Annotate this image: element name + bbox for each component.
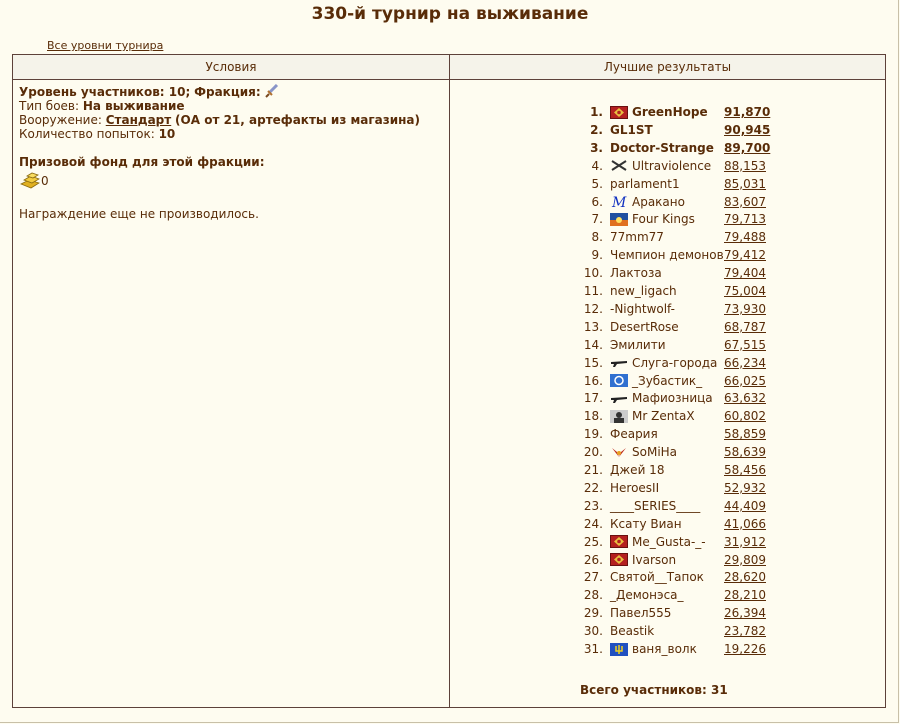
result-rank: 15. xyxy=(583,355,603,370)
result-row xyxy=(570,140,770,156)
result-score[interactable]: 91,870 xyxy=(724,105,771,119)
result-player[interactable] xyxy=(610,337,666,353)
result-row xyxy=(570,641,770,657)
result-player[interactable] xyxy=(610,498,700,514)
result-row xyxy=(570,444,770,460)
prize-fund-title: Призовой фонд для этой фракции: xyxy=(19,155,265,169)
clan-red-gold-icon xyxy=(610,106,629,119)
result-score[interactable]: 67,515 xyxy=(724,337,766,352)
result-score[interactable]: 41,066 xyxy=(724,516,766,531)
result-player-name: HeroesII xyxy=(610,480,660,495)
result-row xyxy=(570,211,770,227)
result-player[interactable] xyxy=(610,552,676,568)
result-player[interactable] xyxy=(610,408,695,424)
prize-value: 0 xyxy=(41,174,49,188)
result-rank: 8. xyxy=(591,230,603,245)
ukraine-trident-icon xyxy=(610,643,629,656)
result-score[interactable]: 31,912 xyxy=(724,534,766,549)
result-score[interactable]: 28,620 xyxy=(724,570,766,585)
result-rank: 11. xyxy=(583,284,603,298)
result-rank: 7. xyxy=(591,212,603,227)
level-label: Уровень участников: 10; xyxy=(19,85,191,99)
result-score[interactable]: 68,787 xyxy=(724,319,766,334)
result-score[interactable]: 29,809 xyxy=(724,552,766,567)
conditions-header: Условия xyxy=(13,55,450,80)
result-row xyxy=(570,516,770,532)
result-player[interactable] xyxy=(610,623,654,639)
result-score[interactable]: 44,409 xyxy=(724,498,766,513)
result-player[interactable] xyxy=(610,444,677,460)
clan-red-gold-icon xyxy=(610,535,629,548)
result-player[interactable] xyxy=(610,158,711,174)
result-player-name: GreenHope xyxy=(632,105,708,119)
armament-row xyxy=(19,113,439,127)
result-rank: 30. xyxy=(583,624,603,639)
result-rank: 17. xyxy=(583,391,603,406)
result-player[interactable] xyxy=(610,319,679,335)
result-rank: 22. xyxy=(583,480,603,495)
result-rank: 4. xyxy=(591,158,603,173)
result-rank: 23. xyxy=(583,498,603,513)
result-player-name: Мафиозница xyxy=(632,391,713,406)
result-player-name: Beastik xyxy=(610,624,655,639)
result-row xyxy=(570,319,770,335)
result-row xyxy=(570,122,770,138)
result-player[interactable] xyxy=(610,569,704,585)
result-score[interactable]: 28,210 xyxy=(724,588,766,603)
result-player-name: Ivarson xyxy=(632,552,677,567)
gun-icon xyxy=(610,392,629,405)
blue-m-icon xyxy=(610,195,629,208)
result-row xyxy=(570,194,770,210)
armament-label: Вооружение: xyxy=(19,113,102,127)
result-player[interactable] xyxy=(610,301,675,317)
result-score[interactable]: 79,412 xyxy=(724,248,766,263)
result-row xyxy=(570,605,770,621)
result-player-name: ____SERIES____ xyxy=(610,498,701,513)
result-player-name: Чемпион демонов xyxy=(610,248,724,263)
result-score[interactable]: 79,404 xyxy=(724,266,766,281)
result-player-name: _Зубастик_ xyxy=(632,373,703,388)
result-row xyxy=(570,158,770,174)
result-player-name: -Nightwolf- xyxy=(610,301,675,316)
result-score[interactable]: 88,153 xyxy=(724,158,766,173)
result-rank: 3. xyxy=(590,140,603,155)
result-score[interactable]: 58,456 xyxy=(724,463,766,477)
result-row xyxy=(570,480,770,496)
result-row xyxy=(570,552,770,568)
result-rank: 29. xyxy=(583,606,603,621)
conditions-panel xyxy=(19,84,439,221)
result-player[interactable] xyxy=(610,247,724,263)
result-rank: 25. xyxy=(583,534,603,549)
page-title: 330-й турнир на выживание xyxy=(311,4,589,24)
result-player[interactable] xyxy=(610,176,680,192)
portrait-icon xyxy=(610,410,629,423)
result-row xyxy=(570,283,770,299)
result-player[interactable] xyxy=(610,373,702,389)
level-row xyxy=(19,84,439,99)
result-player-name: parlament1 xyxy=(610,176,680,191)
sunset-icon xyxy=(610,213,629,226)
result-player[interactable] xyxy=(610,265,662,281)
result-player-name: Павел555 xyxy=(610,606,672,621)
result-score[interactable]: 75,004 xyxy=(724,284,766,298)
result-player-name: 77mm77 xyxy=(610,230,664,245)
result-rank: 19. xyxy=(583,427,603,442)
result-player[interactable] xyxy=(610,462,664,478)
result-player[interactable] xyxy=(610,211,695,227)
result-rank: 26. xyxy=(583,552,603,567)
battle-type-row xyxy=(19,99,439,113)
result-score[interactable]: 19,226 xyxy=(724,642,766,656)
result-player[interactable] xyxy=(610,194,685,210)
result-player-name: DesertRose xyxy=(610,319,679,334)
result-row xyxy=(570,587,770,603)
attempts-value: 10 xyxy=(158,127,176,141)
all-levels-link[interactable]: Все уровни турнира xyxy=(47,39,164,52)
result-row xyxy=(570,247,770,263)
battle-type-label: Тип боев: xyxy=(19,99,80,113)
result-score[interactable]: 66,234 xyxy=(724,355,766,370)
result-row xyxy=(570,355,770,371)
result-row xyxy=(570,176,770,192)
result-rank: 5. xyxy=(591,176,603,191)
faction-label: Фракция: xyxy=(194,85,261,99)
result-player-name: GL1ST xyxy=(610,122,653,137)
sword-icon xyxy=(264,85,279,99)
result-row xyxy=(570,534,770,550)
result-score[interactable]: 90,945 xyxy=(724,122,771,137)
result-player[interactable] xyxy=(610,534,706,550)
result-player[interactable] xyxy=(610,587,684,603)
result-rank: 6. xyxy=(591,194,603,209)
result-rank: 9. xyxy=(591,248,603,263)
result-rank: 31. xyxy=(583,642,603,656)
result-player[interactable] xyxy=(610,605,671,621)
result-player-name: Me_Gusta-_- xyxy=(632,534,706,549)
result-score[interactable]: 60,802 xyxy=(724,409,766,424)
result-rank: 24. xyxy=(583,516,603,531)
result-rank: 12. xyxy=(583,301,603,316)
result-row xyxy=(570,390,770,406)
result-score[interactable]: 85,031 xyxy=(724,176,766,191)
result-player-name: Ксату Виан xyxy=(610,516,682,531)
result-rank: 16. xyxy=(583,373,603,388)
result-player[interactable] xyxy=(610,283,677,299)
result-row xyxy=(570,498,770,514)
gun-icon xyxy=(610,356,629,369)
result-player[interactable] xyxy=(610,104,708,120)
result-player[interactable] xyxy=(610,229,664,245)
clan-red-gold-icon xyxy=(610,553,629,566)
result-player[interactable] xyxy=(610,122,653,138)
result-rank: 13. xyxy=(583,319,603,334)
result-row xyxy=(570,408,770,424)
blue-swirl-icon xyxy=(610,374,629,387)
result-rank: 2. xyxy=(590,122,603,137)
result-player-name: Феария xyxy=(610,427,658,442)
result-player-name: Doctor-Strange xyxy=(610,140,714,155)
battle-type-value: На выживание xyxy=(82,99,185,113)
result-player[interactable] xyxy=(610,480,659,496)
result-rank: 28. xyxy=(583,588,603,603)
result-score[interactable]: 79,713 xyxy=(724,212,766,227)
results-header: Лучшие результаты xyxy=(450,55,885,80)
result-player[interactable] xyxy=(610,516,682,532)
result-player-name: new_ligach xyxy=(610,284,677,298)
result-player-name: Эмилити xyxy=(610,337,666,352)
result-score[interactable]: 58,639 xyxy=(724,445,766,460)
result-score[interactable]: 89,700 xyxy=(724,140,771,155)
result-row xyxy=(570,426,770,442)
result-rank: 20. xyxy=(583,445,603,460)
result-rank: 10. xyxy=(583,266,603,281)
result-player-name: Аракано xyxy=(632,194,685,209)
wings-icon xyxy=(610,446,629,459)
gold-icon xyxy=(19,172,41,193)
result-player-name: Mr ZentaX xyxy=(632,409,695,424)
result-row xyxy=(570,229,770,245)
result-rank: 21. xyxy=(583,463,603,477)
result-score[interactable]: 63,632 xyxy=(724,391,766,406)
prize-fund xyxy=(19,172,439,190)
result-player[interactable] xyxy=(610,140,714,156)
result-score[interactable]: 23,782 xyxy=(724,624,766,639)
result-row xyxy=(570,462,770,478)
result-score[interactable]: 52,932 xyxy=(724,480,766,495)
result-player-name: _Демонэса_ xyxy=(610,588,684,603)
result-row xyxy=(570,373,770,389)
result-rank: 18. xyxy=(583,409,603,424)
result-player[interactable] xyxy=(610,390,713,406)
total-participants: Всего участников: 31 xyxy=(580,683,728,697)
result-score[interactable]: 83,607 xyxy=(724,194,766,209)
result-player[interactable] xyxy=(610,641,697,657)
result-player-name: Four Kings xyxy=(632,212,695,227)
result-player-name: ваня_волк xyxy=(632,642,697,656)
result-score[interactable]: 66,025 xyxy=(724,373,766,388)
result-score[interactable]: 79,488 xyxy=(724,230,766,245)
result-player-name: Лактоза xyxy=(610,266,662,281)
svg-text:M: M xyxy=(612,195,627,208)
result-row xyxy=(570,104,770,120)
result-player-name: SoMiHa xyxy=(632,445,678,460)
result-row xyxy=(570,301,770,317)
result-rank: 14. xyxy=(583,337,603,352)
crossed-swords-icon xyxy=(610,159,629,172)
result-row xyxy=(570,569,770,585)
result-player-name: Святой__Тапок xyxy=(610,570,704,585)
result-row xyxy=(570,265,770,281)
result-row xyxy=(570,337,770,353)
result-player[interactable] xyxy=(610,355,717,371)
result-score[interactable]: 58,859 xyxy=(724,427,766,442)
attempts-row xyxy=(19,127,439,141)
result-rank: 27. xyxy=(583,570,603,585)
result-player-name: Слуга-города xyxy=(632,355,718,370)
armament-link[interactable]: Стандарт xyxy=(105,113,172,127)
result-score[interactable]: 73,930 xyxy=(724,301,766,316)
result-rank: 1. xyxy=(590,105,603,119)
reward-note: Награждение еще не производилось. xyxy=(19,207,259,221)
result-score[interactable]: 26,394 xyxy=(724,606,766,621)
column-divider xyxy=(449,55,450,707)
result-player-name: Ultraviolence xyxy=(632,158,712,173)
attempts-label: Количество попыток: xyxy=(19,127,155,141)
result-player[interactable] xyxy=(610,426,658,442)
armament-detail: (ОА от 21, артефакты из магазина) xyxy=(175,113,421,127)
result-player-name: Джей 18 xyxy=(610,463,665,477)
result-row xyxy=(570,623,770,639)
